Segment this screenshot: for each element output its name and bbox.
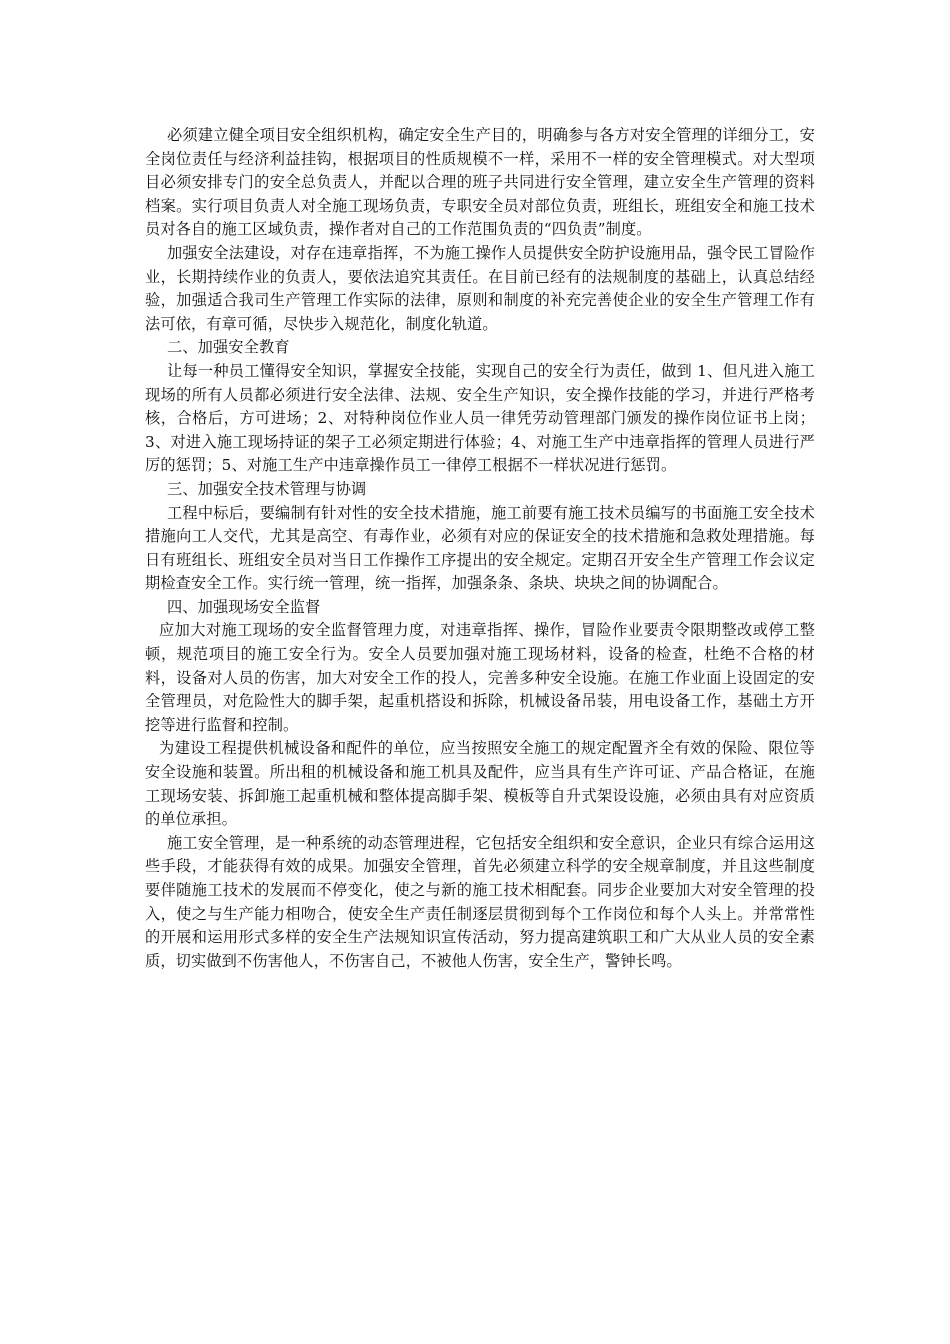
- paragraph-safety-education: 让每一种员工懂得安全知识，掌握安全技能，实现自己的安全行为责任，做到 1、但凡进入施工现场的所有人员都必须进行安全法律、法规、安全生产知识，安全操作技能的学习，并进行严格考核，合格后，方可进场；2、对特种岗位作业人员一律凭劳动管理部门颁发的操作岗位证书上岗；3、对进入施工现场持证的架子工必须定期进行体验；4、对施工生产中违章指挥的管理人员进行严厉的惩罚；5、对施工生产中违章操作员工一律停工根据不一样状况进行惩罚。: [145, 361, 815, 475]
- paragraph-safety-law: 加强安全法建设，对存在违章指挥，不为施工操作人员提供安全防护设施用品，强令民工冒险作业，长期持续作业的负责人，要依法追究其责任。在目前已经有的法规制度的基础上，认真总结经验，加强适合我司生产管理工作实际的法律，原则和制度的补充完善使企业的安全生产管理工作有法可依，有章可循，尽快步入规范化，制度化轨道。: [145, 243, 815, 333]
- paragraph-safety-organization: 必须建立健全项目安全组织机构，确定安全生产目的，明确参与各方对安全管理的详细分工，安全岗位责任与经济利益挂钩，根据项目的性质规模不一样，采用不一样的安全管理模式。对大型项目必须安排专门的安全总负责人，并配以合理的班子共同进行安全管理，建立安全生产管理的资料档案。实行项目负责人对全施工现场负责，专职安全员对部位负责，班组长，班组安全和施工技术员对各自的施工区域负责，操作者对自己的工作范围负责的“四负责”制度。: [145, 126, 815, 239]
- heading-safety-technology: 三、加强安全技术管理与协调: [167, 479, 367, 498]
- paragraph-site-supervision: 应加大对施工现场的安全监督管理力度，对违章指挥、操作，冒险作业要责令限期整改或停工整顿，规范项目的施工安全行为。安全人员要加强对施工现场材料，设备的检查，杜绝不合格的材料，设备对人员的伤害，加大对安全工作的投人，完善多种安全设施。在施工作业面上设固定的安全管理员，对危险性大的脚手架，起重机搭设和拆除，机械设备吊装，用电设备工作，基础土方开挖等进行监督和控制。: [145, 621, 815, 734]
- paragraph-equipment-suppliers: 为建设工程提供机械设备和配件的单位，应当按照安全施工的规定配置齐全有效的保险、限位等安全设施和装置。所出租的机械设备和施工机具及配件，应当具有生产许可证、产品合格证，在施工现场安装、拆卸施工起重机械和整体提高脚手架、模板等自升式架设设施，必须由具有对应资质的单位承担。: [145, 739, 815, 829]
- document-body: [145, 124, 815, 973]
- paragraph-safety-management-summary: 施工安全管理，是一种系统的动态管理进程，它包括安全组织和安全意识，企业只有综合运用这些手段，才能获得有效的成果。加强安全管理，首先必须建立科学的安全规章制度，并且这些制度要伴随施工技术的发展而不停变化，使之与新的施工技术相配套。同步企业要加大对安全管理的投入，使之与生产能力相吻合，使安全生产责任制逐层贯彻到每个工作岗位和每个人头上。并常常性的开展和运用形式多样的安全生产法规知识宣传活动，努力提高建筑职工和广大从业人员的安全素质，切实做到不伤害他人，不伤害自己，不被他人伤害，安全生产，警钟长鸣。: [145, 833, 815, 970]
- paragraph-safety-technology: 工程中标后，要编制有针对性的安全技术措施，施工前要有施工技术员编写的书面施工安全技术措施向工人交代，尤其是高空、有毒作业，必须有对应的保证安全的技术措施和急救处理措施。每日有班组长、班组安全员对当日工作操作工序提出的安全规定。定期召开安全生产管理工作会议定期检查安全工作。实行统一管理，统一指挥，加强条条、条块、块块之间的协调配合。: [145, 503, 815, 593]
- heading-safety-education: 二、加强安全教育: [167, 338, 290, 357]
- heading-site-supervision: 四、加强现场安全监督: [167, 597, 321, 616]
